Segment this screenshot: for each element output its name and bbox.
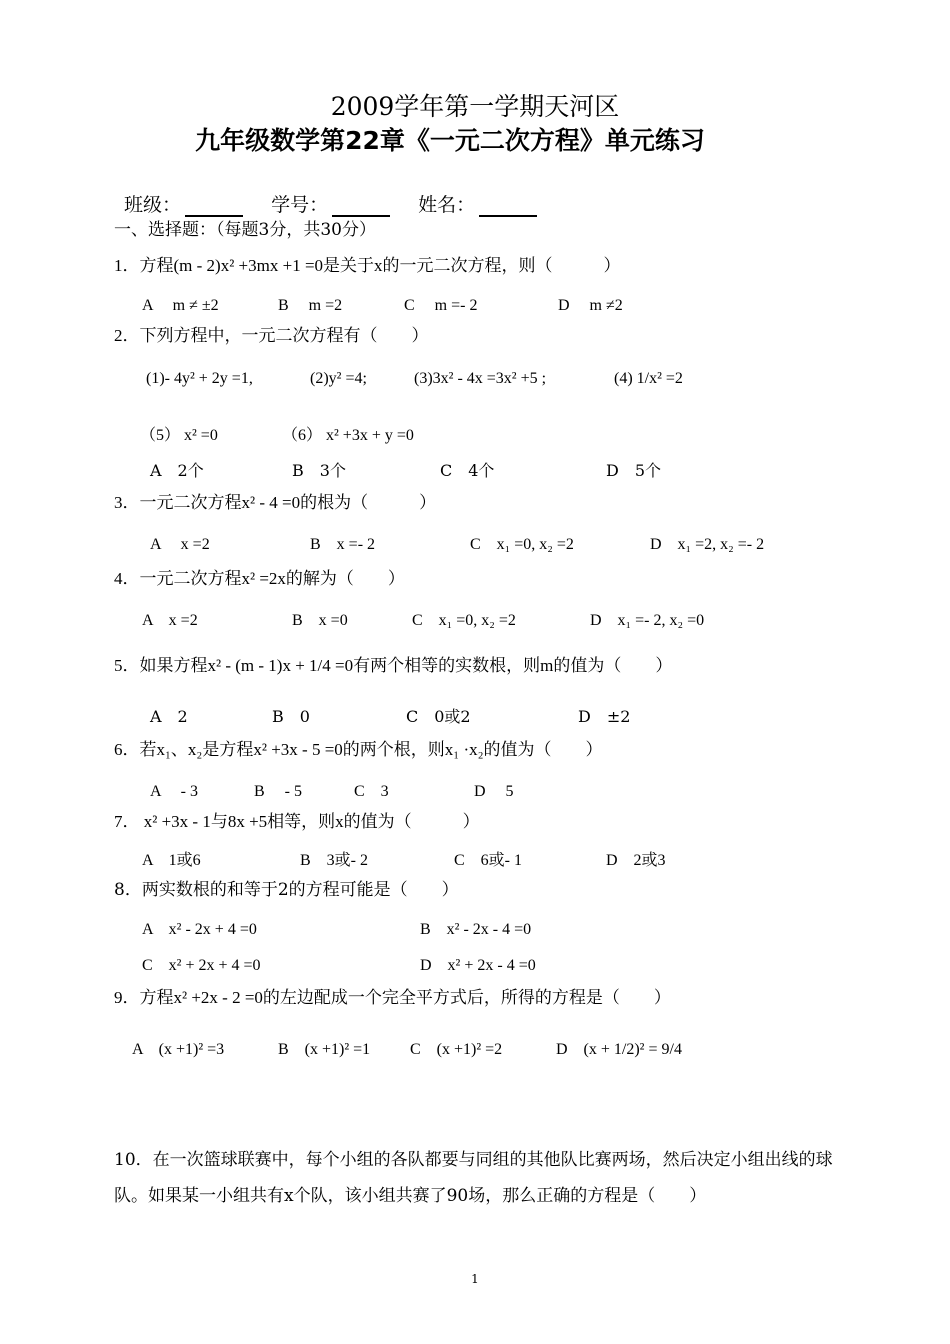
- question-2-option-a: A 2个: [150, 461, 204, 480]
- class-label: 班级：: [124, 194, 182, 216]
- question-3-option-d: D x₁ =2, x₂ =- 2: [650, 536, 765, 553]
- question-1-option-c: C m =- 2: [404, 297, 478, 314]
- question-8-option-c: C x² + 2x + 4 =0: [142, 957, 261, 974]
- question-4-option-c: C x₁ =0, x₂ =2: [412, 612, 516, 629]
- question-5-option-a: A 2: [150, 707, 188, 726]
- question-10-stem: 10．在一次篮球联赛中，每个小组的各队都要与同组的其他队比赛两场，然后决定小组出线的球队。如果某一小组共有x个队，该小组共赛了90场，那么正确的方程是（ ）: [114, 1150, 833, 1206]
- name-label: 姓名：: [418, 194, 476, 216]
- question-3-stem: 3．一元二次方程x² - 4 =0的根为（ ）: [114, 493, 437, 512]
- question-2-stem: 2．下列方程中，一元二次方程有（ ）: [114, 326, 429, 345]
- question-2-item-3: (3)3x² - 4x =3x² +5 ;: [414, 370, 547, 387]
- question-5-option-d: D ±2: [578, 707, 631, 726]
- question-9-option-b: B (x +1)² =1: [278, 1041, 371, 1058]
- question-4-stem: 4．一元二次方程x² =2x的解为（ ）: [114, 569, 405, 588]
- question-9-option-c: C (x +1)² =2: [410, 1041, 503, 1058]
- question-6-stem: 6．若x₁、x₂是方程x² +3x - 5 =0的两个根，则x₁ ·x₂的值为（ ）: [114, 740, 603, 759]
- question-8-option-a: A x² - 2x + 4 =0: [142, 921, 257, 938]
- name-blank: [479, 197, 537, 217]
- question-1-option-d: D m ≠2: [558, 297, 623, 314]
- question-2-item-2: (2)y² =4;: [310, 370, 367, 387]
- question-2-item-5: （5） x² =0: [140, 427, 218, 444]
- page-number: 1: [471, 1272, 479, 1286]
- question-2-option-c: C 4个: [440, 461, 495, 480]
- question-3-option-a: A x =2: [150, 536, 210, 553]
- question-4-option-a: A x =2: [142, 612, 198, 629]
- question-6-option-c: C 3: [354, 783, 389, 800]
- question-1-option-b: B m =2: [278, 297, 343, 314]
- question-7-option-c: C 6或- 1: [454, 852, 523, 869]
- question-2-option-d: D 5个: [606, 461, 662, 480]
- question-2-item-1: (1)- 4y² + 2y =1,: [146, 370, 253, 387]
- question-8-option-d: D x² + 2x - 4 =0: [420, 957, 536, 974]
- question-3-option-b: B x =- 2: [310, 536, 376, 553]
- question-9-option-a: A (x +1)² =3: [132, 1041, 225, 1058]
- question-4-option-d: D x₁ =- 2, x₂ =0: [590, 612, 705, 629]
- question-1-option-a: A m ≠ ±2: [142, 297, 219, 314]
- title-line-2: 九年级数学第22章《一元二次方程》单元练习: [195, 126, 705, 155]
- question-9-stem: 9．方程x² +2x - 2 =0的左边配成一个完全平方式后，所得的方程是（ ）: [114, 988, 671, 1007]
- question-5-option-b: B 0: [272, 707, 310, 726]
- question-6-option-d: D 5: [474, 783, 514, 800]
- question-6-option-a: A - 3: [150, 783, 199, 800]
- question-2-item-4: (4) 1/x² =2: [614, 370, 683, 387]
- question-8-stem: 8．两实数根的和等于2的方程可能是（ ）: [114, 880, 459, 900]
- class-blank: [185, 197, 243, 217]
- question-2-option-b: B 3个: [292, 461, 346, 480]
- question-7-option-a: A 1或6: [142, 852, 201, 869]
- question-2-item-6: （6） x² +3x + y =0: [282, 427, 414, 444]
- question-5-stem: 5．如果方程x² - (m - 1)x + 1/4 =0有两个相等的实数根，则m的值为（ ）: [114, 656, 673, 675]
- question-9-option-d: D (x + 1/2)² = 9/4: [556, 1041, 682, 1058]
- number-blank: [332, 197, 390, 217]
- number-label: 学号：: [271, 194, 329, 216]
- question-5-option-c: C 0或2: [406, 707, 471, 726]
- question-7-option-d: D 2或3: [606, 852, 666, 869]
- student-info: [124, 194, 559, 217]
- question-7-option-b: B 3或- 2: [300, 852, 369, 869]
- question-4-option-b: B x =0: [292, 612, 348, 629]
- question-8-option-b: B x² - 2x - 4 =0: [420, 921, 532, 938]
- question-6-option-b: B - 5: [254, 783, 303, 800]
- question-7-stem: 7． x² +3x - 1与8x +5相等，则x的值为（ ）: [114, 812, 480, 831]
- question-1-stem: 1．方程(m - 2)x² +3mx +1 =0是关于x的一元二次方程，则（ ）: [114, 256, 621, 275]
- question-3-option-c: C x₁ =0, x₂ =2: [470, 536, 574, 553]
- section-heading: 一、选择题：（每题3分，共30分）: [114, 220, 376, 240]
- title-line-1: 2009学年第一学期天河区: [330, 92, 620, 121]
